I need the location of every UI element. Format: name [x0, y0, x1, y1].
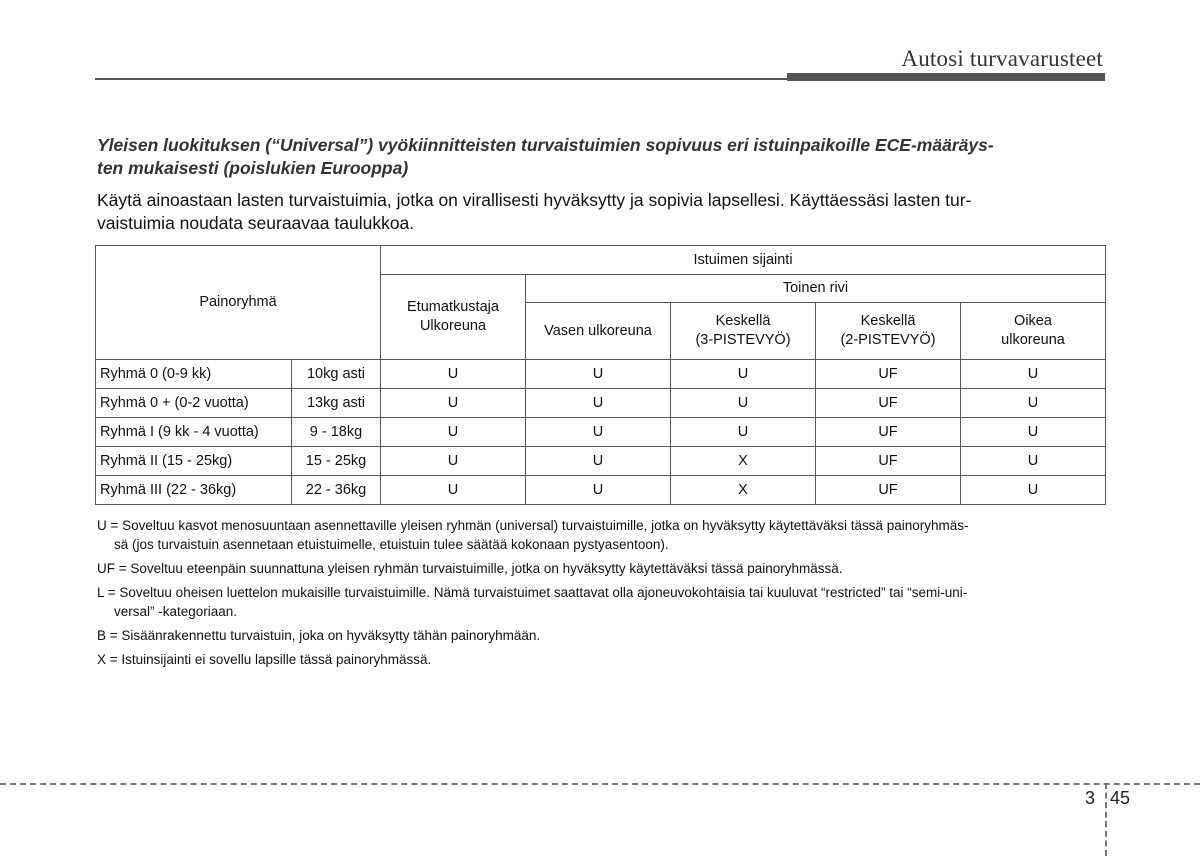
legend-note-line-2: versal” -kategoriaan. [114, 604, 238, 619]
column-header-line-1: Oikea [1014, 313, 1052, 329]
suitability-cell: U [671, 360, 816, 389]
footer-dashed-rule [0, 783, 1200, 785]
seat-position-header: Istuimen sijainti [381, 246, 1106, 275]
footer-dashed-divider [1105, 783, 1107, 856]
column-header [961, 303, 1106, 360]
header-rule-thin [95, 78, 787, 80]
suitability-cell: X [671, 476, 816, 505]
suitability-cell: U [526, 389, 671, 418]
intro-paragraph [97, 189, 1107, 235]
legend-note-line-1: U = Soveltuu kasvot menosuuntaan asennettaville yleisen ryhmän (universal) turvaistuimille, jotka on hyväksytty käytettäväksi tässä painoryhmäs- [97, 518, 969, 533]
suitability-cell: X [671, 447, 816, 476]
weight-group-cell: Ryhmä 0 + (0-2 vuotta) [96, 389, 292, 418]
front-passenger-header [381, 275, 526, 360]
column-header-line-1: Keskellä [860, 313, 916, 329]
table-row [96, 418, 1106, 447]
chapter-number: 3 [1085, 788, 1096, 808]
suitability-cell: UF [816, 389, 961, 418]
suitability-cell: UF [816, 447, 961, 476]
legend-note-l [97, 583, 1107, 621]
suitability-cell: U [381, 418, 526, 447]
table-row [96, 389, 1106, 418]
column-header [671, 303, 816, 360]
suitability-cell: U [671, 418, 816, 447]
legend-note-line-2: sä (jos turvaistuin asennetaan etuistuimelle, etuistuin tulee säätää kokonaan pystyasentoon). [114, 537, 669, 552]
column-header-line-2: (2-PISTEVYÖ) [840, 332, 936, 348]
column-header [816, 303, 961, 360]
suitability-cell: U [961, 389, 1106, 418]
suitability-cell: U [381, 476, 526, 505]
weight-range-cell: 9 - 18kg [292, 418, 381, 447]
section-title-line-2: ten mukaisesti (poislukien Eurooppa) [97, 158, 409, 178]
front-passenger-line-2: Ulkoreuna [419, 318, 487, 334]
weight-group-cell: Ryhmä III (22 - 36kg) [96, 476, 292, 505]
column-header [526, 303, 671, 360]
legend-note-line-1: B = Sisäänrakennettu turvaistuin, joka on hyväksytty tähän painoryhmään. [97, 628, 541, 643]
seat-suitability-table [95, 245, 1106, 505]
weight-range-cell: 22 - 36kg [292, 476, 381, 505]
second-row-header: Toinen rivi [526, 275, 1106, 303]
legend-note-line-1: L = Soveltuu oheisen luettelon mukaisille turvaistuimille. Nämä turvaistuimet saattavat olla ajoneuvokohtaisia tai kuuluvat “restricted” tai “semi-uni- [97, 585, 968, 600]
suitability-cell: U [961, 476, 1106, 505]
suitability-cell: U [526, 418, 671, 447]
legend-note-x [97, 650, 1107, 669]
suitability-cell: U [526, 447, 671, 476]
weight-group-cell: Ryhmä 0 (0-9 kk) [96, 360, 292, 389]
suitability-cell: U [381, 389, 526, 418]
table-row [96, 447, 1106, 476]
suitability-cell: U [961, 418, 1106, 447]
suitability-cell: U [961, 360, 1106, 389]
column-header-line-2: ulkoreuna [1001, 332, 1065, 348]
page-number: 45 [1110, 788, 1131, 808]
column-header-line-2: (3-PISTEVYÖ) [695, 332, 791, 348]
intro-line-2: vaistuimia noudata seuraavaa taulukkoa. [97, 213, 415, 233]
weight-range-cell: 13kg asti [292, 389, 381, 418]
header-rule-thick [787, 73, 1105, 81]
section-title [97, 134, 1107, 180]
suitability-cell: UF [816, 476, 961, 505]
suitability-cell: UF [816, 418, 961, 447]
legend-note-line-1: UF = Soveltuu eteenpäin suunnattuna yleisen ryhmän turvaistuimille, jotka on hyväksytty käytettäväksi tässä painoryhmässä. [97, 561, 843, 576]
intro-line-1: Käytä ainoastaan lasten turvaistuimia, jotka on virallisesti hyväksytty ja sopivia lapsellesi. Käyttäessäsi lasten tur- [97, 190, 972, 210]
suitability-cell: U [526, 360, 671, 389]
suitability-cell: U [526, 476, 671, 505]
legend-note-b [97, 626, 1107, 645]
weight-group-header: Painoryhmä [96, 246, 381, 360]
page-header-title: Autosi turvavarusteet [901, 46, 1103, 71]
suitability-cell: U [961, 447, 1106, 476]
legend-note-line-1: X = Istuinsijainti ei sovellu lapsille tässä painoryhmässä. [97, 652, 432, 667]
weight-group-cell: Ryhmä I (9 kk - 4 vuotta) [96, 418, 292, 447]
column-header-line-1: Keskellä [715, 313, 771, 329]
weight-range-cell: 15 - 25kg [292, 447, 381, 476]
legend-note-uf [97, 559, 1107, 578]
suitability-cell: U [381, 447, 526, 476]
table-row [96, 360, 1106, 389]
section-title-line-1: Yleisen luokituksen (“Universal”) vyökiinnitteisten turvaistuimien sopivuus eri istuinpaikoille ECE-määräys- [97, 135, 994, 155]
front-passenger-line-1: Etumatkustaja [407, 299, 499, 315]
weight-group-cell: Ryhmä II (15 - 25kg) [96, 447, 292, 476]
legend-note-u [97, 516, 1107, 554]
suitability-cell: U [671, 389, 816, 418]
legend-notes [97, 516, 1107, 674]
column-header-line-1: Vasen ulkoreuna [544, 322, 652, 339]
suitability-cell: U [381, 360, 526, 389]
weight-range-cell: 10kg asti [292, 360, 381, 389]
suitability-cell: UF [816, 360, 961, 389]
table-row [96, 476, 1106, 505]
